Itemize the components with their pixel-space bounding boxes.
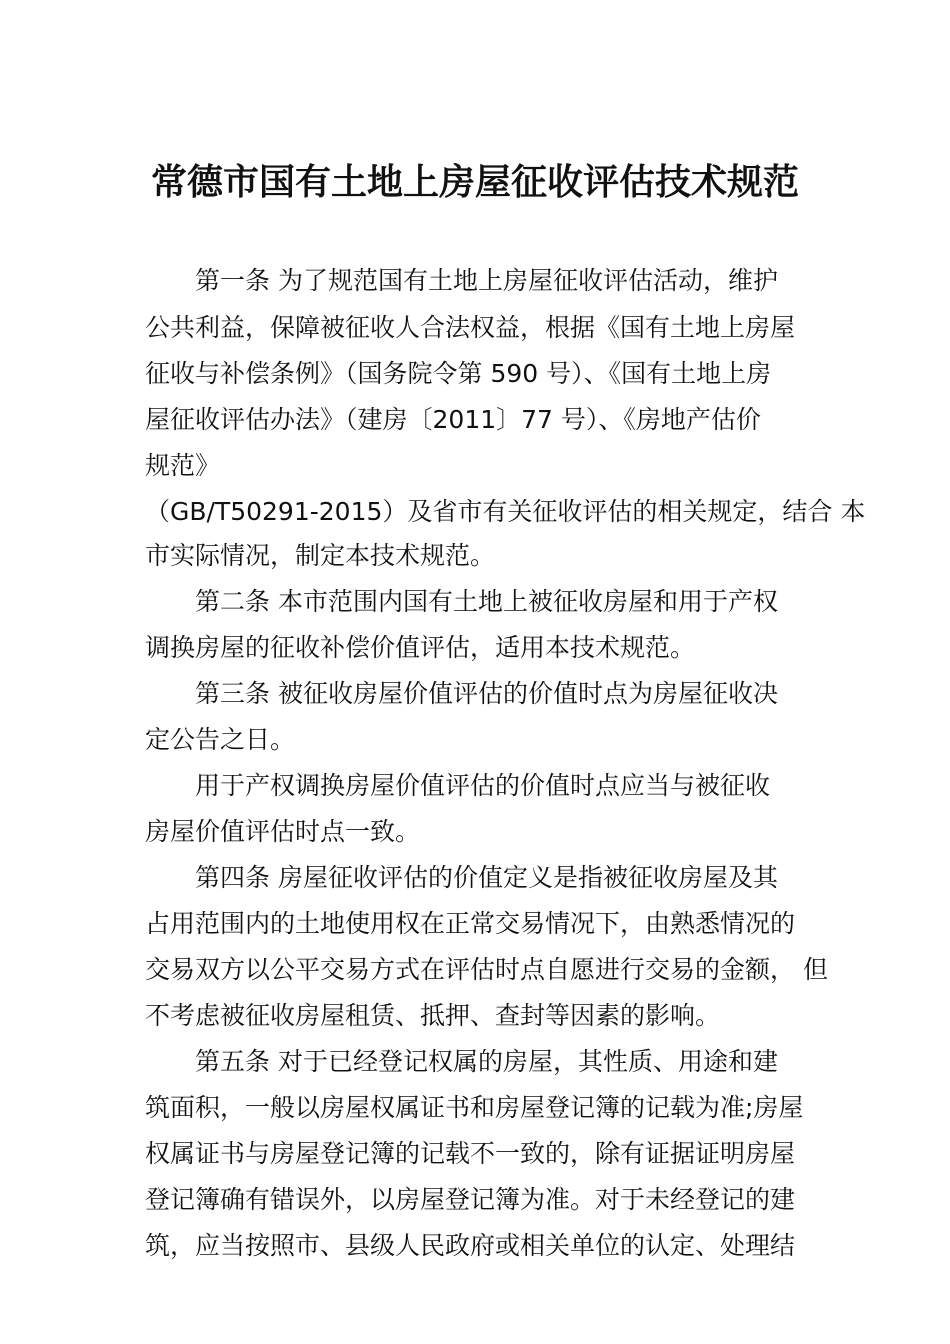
article-4-line-3: 交易双方以公平交易方式在评估时点自愿进行交易的金额， 但 — [145, 955, 828, 984]
article-4-line-2: 占用范围内的土地使用权在正常交易情况下，由熟悉情况的 — [145, 909, 796, 938]
article-3-para-2-line-1: 用于产权调换房屋价值评估的价值时点应当与被征收 — [195, 771, 771, 800]
article-3-line-2: 定公告之日。 — [145, 725, 296, 754]
article-4-line-1: 第四条 房屋征收评估的价值定义是指被征收房屋及其 — [195, 863, 778, 892]
article-3-para-2-line-2: 房屋价值评估时点一致。 — [145, 817, 421, 846]
article-1-line-4: 屋征收评估办法》（建房〔2011〕77 号）、《房地产估价 — [145, 405, 761, 434]
article-2-line-2: 调换房屋的征收补偿价值评估，适用本技术规范。 — [145, 633, 696, 662]
article-5-line-2: 筑面积，一般以房屋权属证书和房屋登记簿的记载为准;房屋 — [145, 1093, 804, 1122]
article-4-line-4: 不考虑被征收房屋租赁、抵押、查封等因素的影响。 — [145, 1001, 721, 1030]
article-1-line-7: 市实际情况，制定本技术规范。 — [145, 541, 496, 570]
article-3-line-1: 第三条 被征收房屋价值评估的价值时点为房屋征收决 — [195, 679, 778, 708]
document-title: 常德市国有土地上房屋征收评估技术规范 — [150, 161, 799, 203]
article-1-line-1: 第一条 为了规范国有土地上房屋征收评估活动，维护 — [195, 266, 778, 295]
article-1-line-3: 征收与补偿条例》（国务院令第 590 号）、《国有土地上房 — [145, 359, 772, 388]
article-5-line-3: 权属证书与房屋登记簿的记载不一致的，除有证据证明房屋 — [145, 1139, 796, 1168]
article-2-line-1: 第二条 本市范围内国有土地上被征收房屋和用于产权 — [195, 587, 778, 616]
article-1-line-5: 规范》 — [145, 451, 221, 480]
article-5-line-5: 筑，应当按照市、县级人民政府或相关单位的认定、处理结 — [145, 1231, 796, 1260]
article-5-line-4: 登记簿确有错误外，以房屋登记簿为准。对于未经登记的建 — [145, 1185, 796, 1214]
article-1-line-6: （GB/T50291-2015）及省市有关征收评估的相关规定，结合 本 — [145, 497, 866, 526]
article-5-line-1: 第五条 对于已经登记权属的房屋，其性质、用途和建 — [195, 1047, 778, 1076]
article-1-line-2: 公共利益，保障被征收人合法权益，根据《国有土地上房屋 — [145, 313, 796, 342]
